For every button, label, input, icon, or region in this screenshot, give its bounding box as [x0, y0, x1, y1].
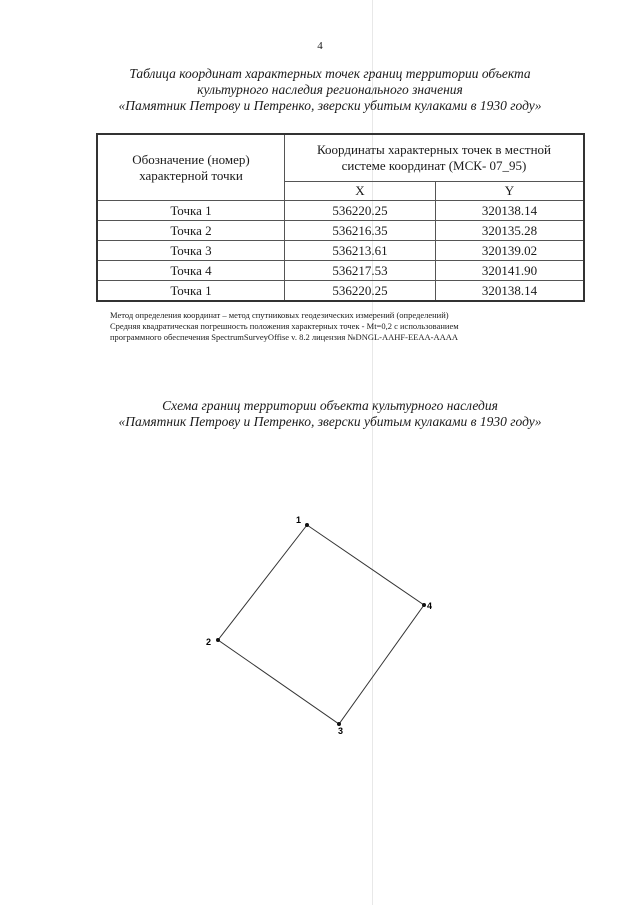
scheme-title-line-2: «Памятник Петрову и Петренко, зверски убитым кулаками в 1930 году»	[118, 414, 542, 429]
point-column-header-line-2: характерной точки	[139, 167, 243, 183]
y-column-header: Y	[436, 182, 585, 201]
y-cell: 320138.14	[436, 201, 585, 221]
x-cell: 536213.61	[285, 241, 436, 261]
point-column-header-line-1: Обозначение (номер)	[132, 151, 250, 167]
boundary-point-marker	[422, 603, 426, 607]
point-label-1: 1	[296, 515, 302, 525]
point-cell: Точка 4	[97, 261, 285, 281]
x-cell: 536217.53	[285, 261, 436, 281]
point-cell: Точка 1	[97, 281, 285, 302]
point-label-4: 4	[427, 601, 433, 611]
boundary-point-marker	[216, 638, 220, 642]
point-label-3: 3	[338, 726, 344, 736]
point-cell: Точка 1	[97, 201, 285, 221]
x-cell: 536216.35	[285, 221, 436, 241]
y-cell: 320135.28	[436, 221, 585, 241]
coordinates-header-line-2: системе координат (МСК- 07_95)	[341, 158, 527, 173]
point-cell: Точка 2	[97, 221, 285, 241]
y-cell: 320141.90	[436, 261, 585, 281]
method-note-line-3: программного обеспечения SpectrumSurveyOffise v. 8.2 лицензия №DNGL-AAHF-EEAA-AAAA	[110, 332, 459, 342]
boundary-polygon	[218, 525, 424, 724]
table-title-line-1: Таблица координат характерных точек границ территории объекта	[129, 66, 531, 81]
x-column-header: X	[285, 182, 436, 201]
method-note-line-2: Средняя квадратическая погрешность положения характерных точек - Mt=0,2 с использованием	[110, 321, 459, 331]
x-cell: 536220.25	[285, 201, 436, 221]
scheme-title-line-1: Схема границ территории объекта культурного наследия	[162, 398, 498, 413]
page-number: 4	[317, 40, 323, 52]
coordinates-header-line-1: Координаты характерных точек в местной	[316, 142, 551, 157]
y-cell: 320138.14	[436, 281, 585, 302]
point-label-2: 2	[206, 637, 212, 647]
method-note-line-1: Метод определения координат – метод спутниковых геодезических измерений (определений)	[110, 310, 449, 320]
point-cell: Точка 3	[97, 241, 285, 261]
y-cell: 320139.02	[436, 241, 585, 261]
table-title-line-3: «Памятник Петрову и Петренко, зверски убитым кулаками в 1930 году»	[118, 98, 542, 113]
x-cell: 536220.25	[285, 281, 436, 302]
boundary-point-marker	[305, 523, 309, 527]
table-title-line-2: культурного наследия регионального значения	[197, 82, 463, 97]
